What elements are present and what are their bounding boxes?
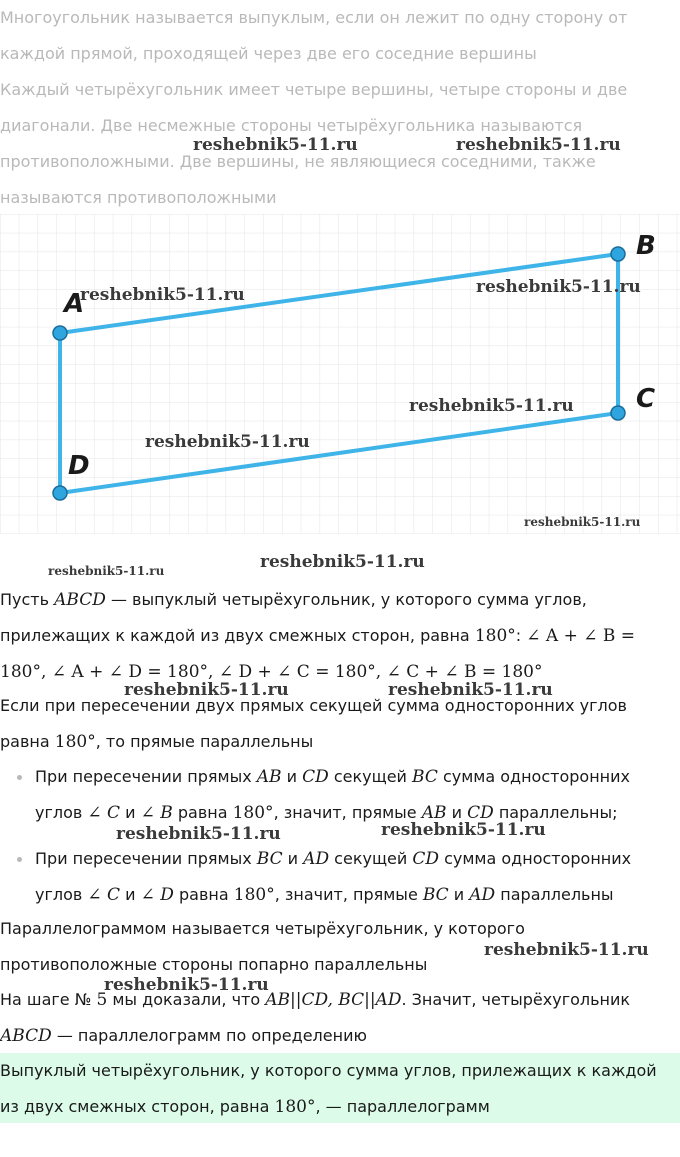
watermark: reshebnik5-11.ru [260, 552, 425, 572]
watermark: reshebnik5-11.ru [388, 680, 553, 700]
watermark: reshebnik5-11.ru [48, 564, 165, 578]
label-a: A [64, 289, 85, 319]
vertex-d [53, 486, 67, 500]
watermark: reshebnik5-11.ru [409, 396, 574, 416]
step-conclusion-definition: На шаге № 5 мы доказали, что AB||CD, BC||AD. Значит, четырёхугольник ABCD — параллелограмм по определению [0, 990, 631, 1046]
watermark: reshebnik5-11.ru [484, 940, 649, 960]
watermark: reshebnik5-11.ru [524, 515, 641, 529]
watermark: reshebnik5-11.ru [476, 277, 641, 297]
parallelogram-definition: Параллелограммом называется четырёхугольник, у которого противоположные стороны попарно параллельны [0, 919, 525, 974]
list-item-bc-ad: При пересечении прямых BC и AD секущей CD сумма односторонних углов ∠ C и ∠ D равна 180°, значит, прямые BC и AD параллельны [0, 841, 680, 913]
watermark: reshebnik5-11.ru [124, 680, 289, 700]
watermark: reshebnik5-11.ru [381, 820, 546, 840]
watermark: reshebnik5-11.ru [145, 432, 310, 452]
watermark: reshebnik5-11.ru [456, 135, 621, 155]
vertex-a [53, 326, 67, 340]
list-item-ab-cd: При пересечении прямых AB и CD секущей BC сумма односторонних углов ∠ C и ∠ B равна 180°, значит, прямые AB и CD параллельны; [0, 759, 680, 831]
theorem-conclusion: Выпуклый четырёхугольник, у которого сумма углов, прилежащих к каждой из двух смежных сторон, равна 180°, — параллелограмм [0, 1053, 680, 1123]
intro-paragraph-quadrilateral: Каждый четырёхугольник имеет четыре вершины, четыре стороны и две диагонали. Две несмежные стороны четырёхугольника называются противоположными. Две вершины, не являющиеся соседними, также называются противоположными [0, 80, 628, 207]
parallel-lines-list [0, 759, 680, 913]
vertex-b [611, 247, 625, 261]
step-parallel-theorem: Если при пересечении двух прямых секущей сумма односторонних углов равна 180°, то прямые параллельны [0, 696, 627, 752]
watermark: reshebnik5-11.ru [193, 135, 358, 155]
label-d: D [68, 451, 90, 481]
step-convex-angles: Пусть ABCD — выпуклый четырёхугольник, у которого сумма углов, прилежащих к каждой из двух смежных сторон, равна 180°: ∠ A + ∠ B = 180°, ∠ A + ∠ D = 180°, ∠ D + ∠ C = 180°, ∠ C + ∠ B = 180° [0, 590, 636, 682]
watermark: reshebnik5-11.ru [80, 285, 245, 305]
watermark: reshebnik5-11.ru [116, 824, 281, 844]
vertex-c [611, 406, 625, 420]
intro-paragraph-convex: Многоугольник называется выпуклым, если он лежит по одну сторону от каждой прямой, проходящей через две его соседние вершины [0, 8, 628, 63]
watermark: reshebnik5-11.ru [104, 975, 269, 995]
label-b: B [636, 231, 656, 261]
quadrilateral-figure [0, 214, 680, 534]
label-c: C [636, 384, 656, 414]
